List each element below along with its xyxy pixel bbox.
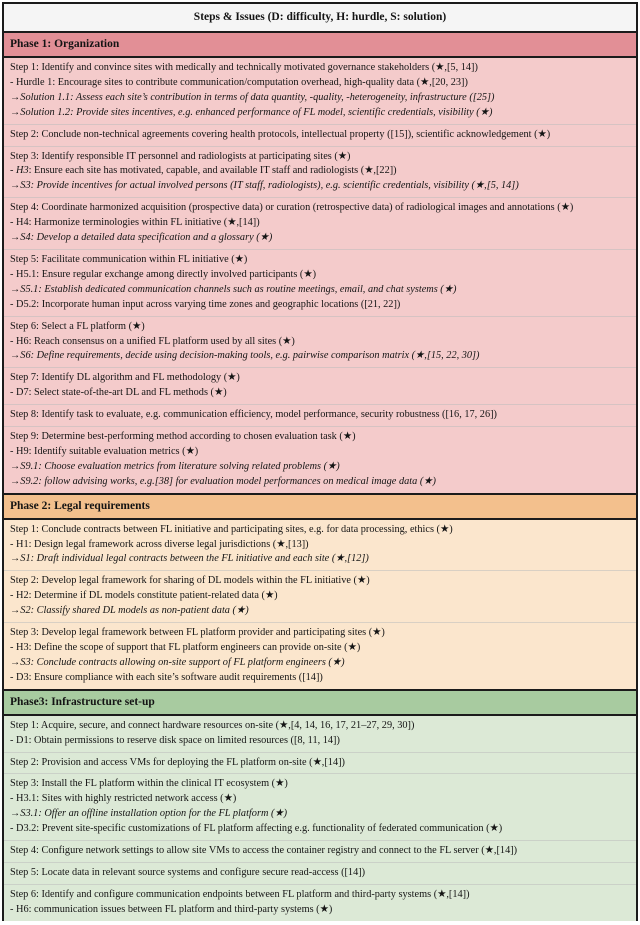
- line-text: Step 1: Conclude contracts between FL initiative and participating sites, e.g. for data processing, ethics (★): [10, 523, 453, 535]
- solution-line: [10, 475, 630, 490]
- line-text: H3: [16, 165, 29, 177]
- line-text: Step 2: Conclude non-technical agreements covering health protocols, intellectual property ([15]), scientific acknowledgement (★): [10, 128, 551, 140]
- step-block: [4, 197, 636, 249]
- line-text: Step 3: Develop legal framework between FL platform provider and participating sites (★): [10, 627, 385, 639]
- line-text: →S3.1: Offer an offline installation option for the FL platform (★): [10, 808, 288, 820]
- line-text: : Ensure each site has motivated, capable, and available IT staff and radiologists (★,[22]): [28, 165, 397, 177]
- step-block: [4, 752, 636, 774]
- phases-container: [4, 31, 636, 921]
- steps-issues-table: [2, 2, 638, 921]
- step-block: [4, 773, 636, 840]
- line-text: Step 1: Identify and convince sites with medically and technically motivated governance stakeholders (★,[5, 14]): [10, 62, 478, 73]
- step-line: [10, 719, 630, 734]
- line-text: →S5.1: Establish dedicated communication channels such as routine meetings, email, and chat systems (★): [10, 283, 457, 295]
- line-text: Step 7: Identify DL algorithm and FL methodology (★): [10, 372, 240, 384]
- issue-line: [10, 822, 630, 837]
- line-text: Step 4: Coordinate harmonized acquisition (prospective data) or curation (retrospective data) of radiological images and annotations (★): [10, 202, 574, 214]
- step-line: [10, 866, 630, 881]
- step-block: [4, 716, 636, 752]
- line-text: - H3: Define the scope of support that FL platform engineers can provide on-site (★): [10, 642, 361, 653]
- line-text: Step 8: Identify task to evaluate, e.g. communication efficiency, model performance, security robustness ([16, 17, 26]): [10, 409, 497, 421]
- issue-line: [10, 335, 630, 350]
- issue-line: [10, 641, 630, 656]
- step-block: [4, 316, 636, 368]
- line-text: →Solution 1.1: Assess each site’s contribution in terms of data quantity, -quality, -heterogeneity, infrastructure ([25]): [10, 91, 495, 103]
- line-text: - H5.1: Ensure regular exchange among directly involved participants (★): [10, 268, 317, 280]
- line-text: →S9.1: Choose evaluation metrics from literature solving related problems (★): [10, 460, 340, 472]
- step-block: [4, 840, 636, 862]
- step-block: [4, 426, 636, 493]
- step-line: [10, 574, 630, 589]
- phase-body: [4, 716, 636, 921]
- step-line: [10, 777, 630, 792]
- line-text: →S3: Conclude contracts allowing on-site support of FL platform engineers (★): [10, 656, 345, 668]
- step-block: [4, 124, 636, 146]
- line-text: - H6: Reach consensus on a unified FL platform used by all sites (★): [10, 335, 295, 347]
- line-text: - D1: Obtain permissions to reserve disk space on limited resources ([8, 11, 14]): [10, 734, 340, 746]
- phase-header: Phase 1: Organization: [4, 31, 636, 58]
- issue-line: [10, 671, 630, 686]
- line-text: Step 9: Determine best-performing method according to chosen evaluation task (★): [10, 431, 356, 443]
- step-block: [4, 58, 636, 124]
- line-text: →S2: Classify shared DL models as non-patient data (★): [10, 605, 249, 617]
- step-line: [10, 756, 630, 771]
- issue-line: [10, 589, 630, 604]
- step-block: [4, 884, 636, 921]
- issue-line: [10, 268, 630, 283]
- issue-line: [10, 298, 630, 313]
- line-text: →S9.2: follow advising works, e.g.[38] for evaluation model performances on medical image data (★): [10, 475, 436, 487]
- solution-line: [10, 349, 630, 364]
- step-block: [4, 520, 636, 571]
- issue-line: [10, 792, 630, 807]
- solution-line: [10, 91, 630, 106]
- solution-line: [10, 552, 630, 567]
- line-text: →S6: Define requirements, decide using decision-making tools, e.g. pairwise comparison matrix (★,[15, 22, 30]): [10, 350, 480, 362]
- step-line: [10, 150, 630, 165]
- issue-line: [10, 903, 630, 918]
- step-line: [10, 844, 630, 859]
- step-line: [10, 320, 630, 335]
- step-line: [10, 523, 630, 538]
- solution-line: [10, 283, 630, 298]
- table-title: Steps & Issues (D: difficulty, H: hurdle, S: solution): [4, 4, 636, 31]
- step-line: [10, 201, 630, 216]
- solution-line: [10, 179, 630, 194]
- phase-body: [4, 520, 636, 689]
- step-block: [4, 404, 636, 426]
- phase-body: [4, 58, 636, 493]
- line-text: Step 1: Acquire, secure, and connect hardware resources on-site (★,[4, 14, 16, 17, 21–27, 29, 30]): [10, 719, 415, 731]
- line-text: - H6: communication issues between FL platform and third-party systems (★): [10, 903, 333, 915]
- step-line: [10, 128, 630, 143]
- solution-line: [10, 807, 630, 822]
- step-block: [4, 367, 636, 404]
- line-text: Step 5: Locate data in relevant source systems and configure secure read-access ([14]): [10, 866, 366, 878]
- issue-line: [10, 386, 630, 401]
- line-text: Step 3: Install the FL platform within the clinical IT ecosystem (★): [10, 778, 288, 790]
- step-line: [10, 61, 630, 76]
- issue-line: [10, 538, 630, 553]
- line-text: Step 4: Configure network settings to allow site VMs to access the container registry and connect to the FL server (★,[14]): [10, 845, 518, 857]
- line-text: - D3: Ensure compliance with each site’s software audit requirements ([14]): [10, 671, 323, 683]
- phase-header: Phase3: Infrastructure set-up: [4, 689, 636, 716]
- line-text: - H9: Identify suitable evaluation metrics (★): [10, 445, 199, 457]
- line-text: →S3: Provide incentives for actual involved persons (IT staff, radiologists), e.g. scientific credentials, visibility (★,[5, 14]): [10, 180, 519, 192]
- step-block: [4, 570, 636, 622]
- line-text: Step 6: Select a FL platform (★): [10, 320, 145, 332]
- step-block: [4, 146, 636, 198]
- solution-line: [10, 106, 630, 121]
- solution-line: [10, 656, 630, 671]
- line-text: -: [10, 165, 17, 177]
- step-block: [4, 862, 636, 884]
- line-text: - H3.1: Sites with highly restricted network access (★): [10, 793, 237, 805]
- line-text: Step 3: Identify responsible IT personnel and radiologists at participating sites (★): [10, 150, 351, 162]
- step-line: [10, 408, 630, 423]
- line-text: Step 2: Provision and access VMs for deploying the FL platform on-site (★,[14]): [10, 756, 345, 768]
- step-block: [4, 249, 636, 316]
- line-text: Step 2: Develop legal framework for sharing of DL models within the FL initiative (★): [10, 575, 370, 587]
- step-block: [4, 622, 636, 689]
- line-text: - H4: Harmonize terminologies within FL initiative (★,[14]): [10, 217, 260, 229]
- line-text: - H1: Design legal framework across diverse legal jurisdictions (★,[13]): [10, 538, 309, 550]
- line-text: →S4: Develop a detailed data specification and a glossary (★): [10, 232, 273, 244]
- issue-line: [10, 445, 630, 460]
- line-text: →Solution 1.2: Provide sites incentives, e.g. enhanced performance of FL model, scientific credentials, visibility (★): [10, 106, 493, 118]
- phase-header: Phase 2: Legal requirements: [4, 493, 636, 520]
- step-line: [10, 371, 630, 386]
- step-line: [10, 888, 630, 903]
- step-line: [10, 253, 630, 268]
- issue-line: [10, 76, 630, 91]
- line-text: - D3.2: Prevent site-specific customizations of FL platform affecting e.g. functionality of federated communication (★): [10, 823, 503, 835]
- issue-line: [10, 164, 630, 179]
- line-text: - Hurdle 1: Encourage sites to contribute communication/computation overhead, high-quality data (★,[20, 23]): [10, 76, 468, 88]
- line-text: - D7: Select state-of-the-art DL and FL methods (★): [10, 387, 227, 399]
- line-text: - D5.2: Incorporate human input across varying time zones and geographic locations ([21, 22]): [10, 298, 401, 310]
- solution-line: [10, 460, 630, 475]
- line-text: - H2: Determine if DL models constitute patient-related data (★): [10, 590, 278, 602]
- line-text: Step 5: Facilitate communication within FL initiative (★): [10, 253, 248, 265]
- solution-line: [10, 231, 630, 246]
- step-line: [10, 626, 630, 641]
- solution-line: [10, 604, 630, 619]
- line-text: →S1: Draft individual legal contracts between the FL initiative and each site (★,[12]): [10, 553, 369, 565]
- issue-line: [10, 734, 630, 749]
- issue-line: [10, 216, 630, 231]
- line-text: Step 6: Identify and configure communication endpoints between FL platform and third-party systems (★,[14]): [10, 888, 470, 900]
- step-line: [10, 430, 630, 445]
